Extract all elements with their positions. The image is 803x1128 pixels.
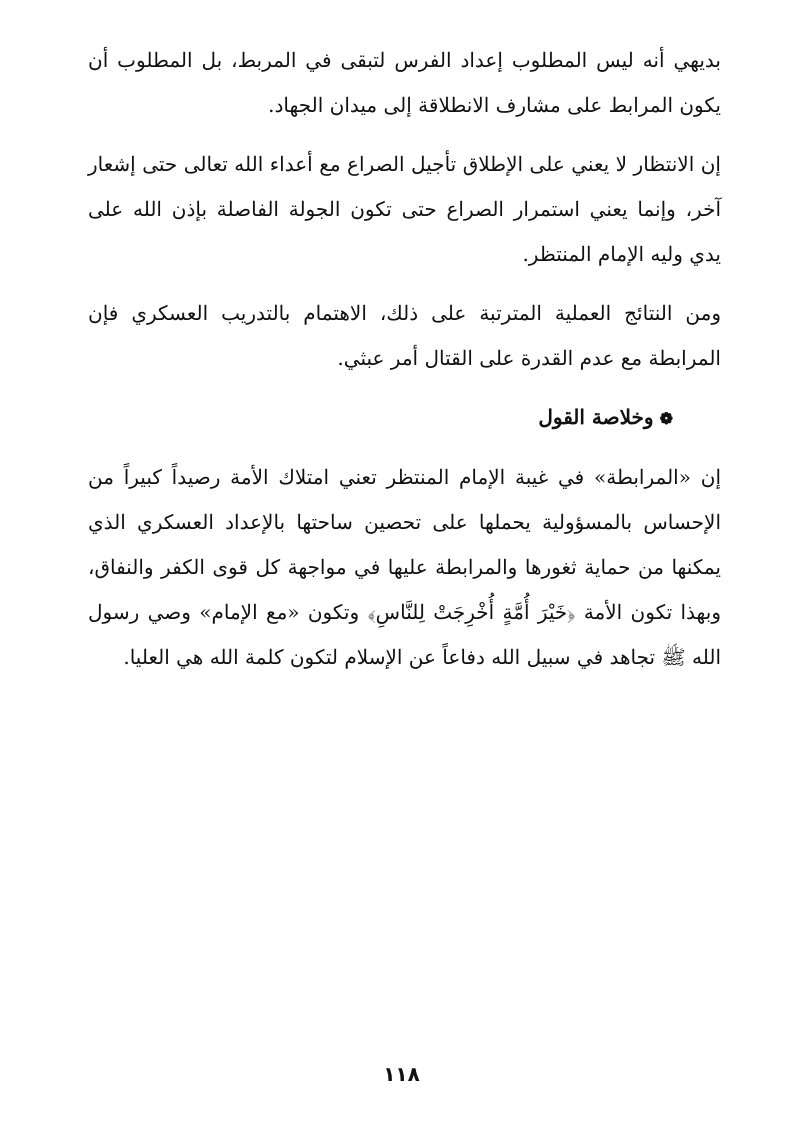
- flower-icon: ❁: [659, 409, 673, 428]
- paragraph-3: ومن النتائج العملية المترتبة على ذلك، الاهتمام بالتدريب العسكري فإن المرابطة مع عدم القدرة على القتال أمر عبثي.: [88, 301, 721, 370]
- page-number: ١١٨: [383, 1062, 420, 1086]
- paragraph-2: إن الانتظار لا يعني على الإطلاق تأجيل الصراع مع أعداء الله تعالى حتى إشعار آخر، وإنما يعني استمرار الصراع حتى تكون الجولة الفاصلة بإذن الله على يدي وليه الإمام المنتظر.: [88, 152, 721, 266]
- paragraph-conclusion: إن «المرابطة» في غيبة الإمام المنتظر تعني امتلاك الأمة رصيداً كبيراً من الإحساس بالمسؤولية يحملها على تحصين ساحتها بالإعداد العسكري الذي يمكنها من حماية ثغورها والمرابطة عليها في مواجهة كل قوى الكفر والنفاق، وبهذا تكون الأمة ﴿خَيْرَ أُمَّةٍ أُخْرِجَتْ لِلنَّاسِ﴾ وتكون «مع الإمام» وصي رسول الله ﷺ تجاهد في سبيل الله دفاعاً عن الإسلام لتكون كلمة الله هي العليا.: [88, 465, 722, 669]
- body-text: [88, 38, 721, 694]
- section-heading: [88, 395, 721, 441]
- paragraph-1: بديهي أنه ليس المطلوب إعداد الفرس لتبقى في المربط، بل المطلوب أن يكون المرابط على مشارف الانطلاقة إلى ميدان الجهاد.: [88, 48, 721, 117]
- section-heading-text: وخلاصة القول: [538, 405, 654, 429]
